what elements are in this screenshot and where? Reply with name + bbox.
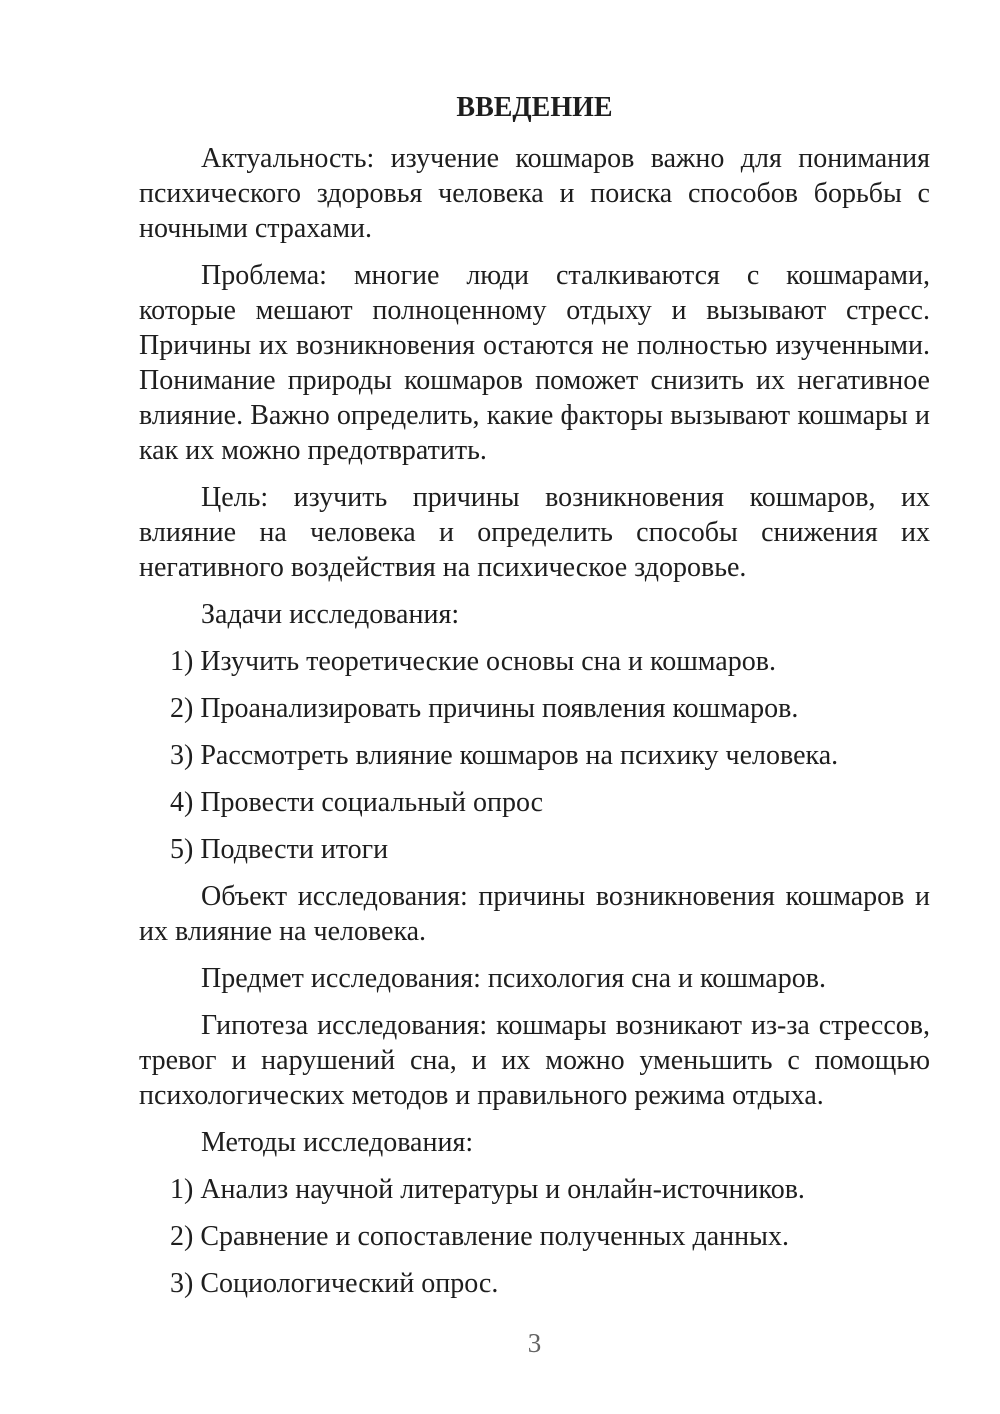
paragraph-hypothesis: Гипотеза исследования: кошмары возникают из-за стрессов, тревог и нарушений сна, и их можно уменьшить с помощью психологических методов и правильного режима отдыха. bbox=[139, 1010, 930, 1111]
page-number: 3 bbox=[527, 1328, 542, 1358]
task-item-3: 3) Рассмотреть влияние кошмаров на психику человека. bbox=[170, 740, 839, 771]
method-item-2: 2) Сравнение и сопоставление полученных данных. bbox=[170, 1221, 789, 1252]
task-item-4: 4) Провести социальный опрос bbox=[170, 787, 544, 818]
paragraph-object: Объект исследования: причины возникновения кошмаров и их влияние на человека. bbox=[139, 881, 930, 947]
paragraph-goal: Цель: изучить причины возникновения кошмаров, их влияние на человека и определить способы снижения их негативного воздействия на психическое здоровье. bbox=[139, 482, 930, 583]
task-item-1: 1) Изучить теоретические основы сна и кошмаров. bbox=[170, 646, 776, 677]
paragraph-problem: Проблема: многие люди сталкиваются с кошмарами, которые мешают полноценному отдыху и вызывают стресс. Причины их возникновения остаются не полностью изученными. Понимание природы кошмаров поможет снизить их негативное влияние. Важно определить, какие факторы вызывают кошмары и как их можно предотвратить. bbox=[139, 260, 930, 466]
task-item-2: 2) Проанализировать причины появления кошмаров. bbox=[170, 693, 799, 724]
tasks-heading: Задачи исследования: bbox=[201, 599, 460, 630]
paragraph-relevance: Актуальность: изучение кошмаров важно для понимания психического здоровья человека и поиска способов борьбы с ночными страхами. bbox=[139, 143, 930, 244]
paragraph-subject: Предмет исследования: психология сна и кошмаров. bbox=[201, 963, 826, 994]
methods-heading: Методы исследования: bbox=[201, 1127, 474, 1158]
document-title: ВВЕДЕНИЕ bbox=[456, 92, 613, 123]
task-item-5: 5) Подвести итоги bbox=[170, 834, 389, 865]
method-item-3: 3) Социологический опрос. bbox=[170, 1268, 499, 1299]
method-item-1: 1) Анализ научной литературы и онлайн-источников. bbox=[170, 1174, 805, 1205]
